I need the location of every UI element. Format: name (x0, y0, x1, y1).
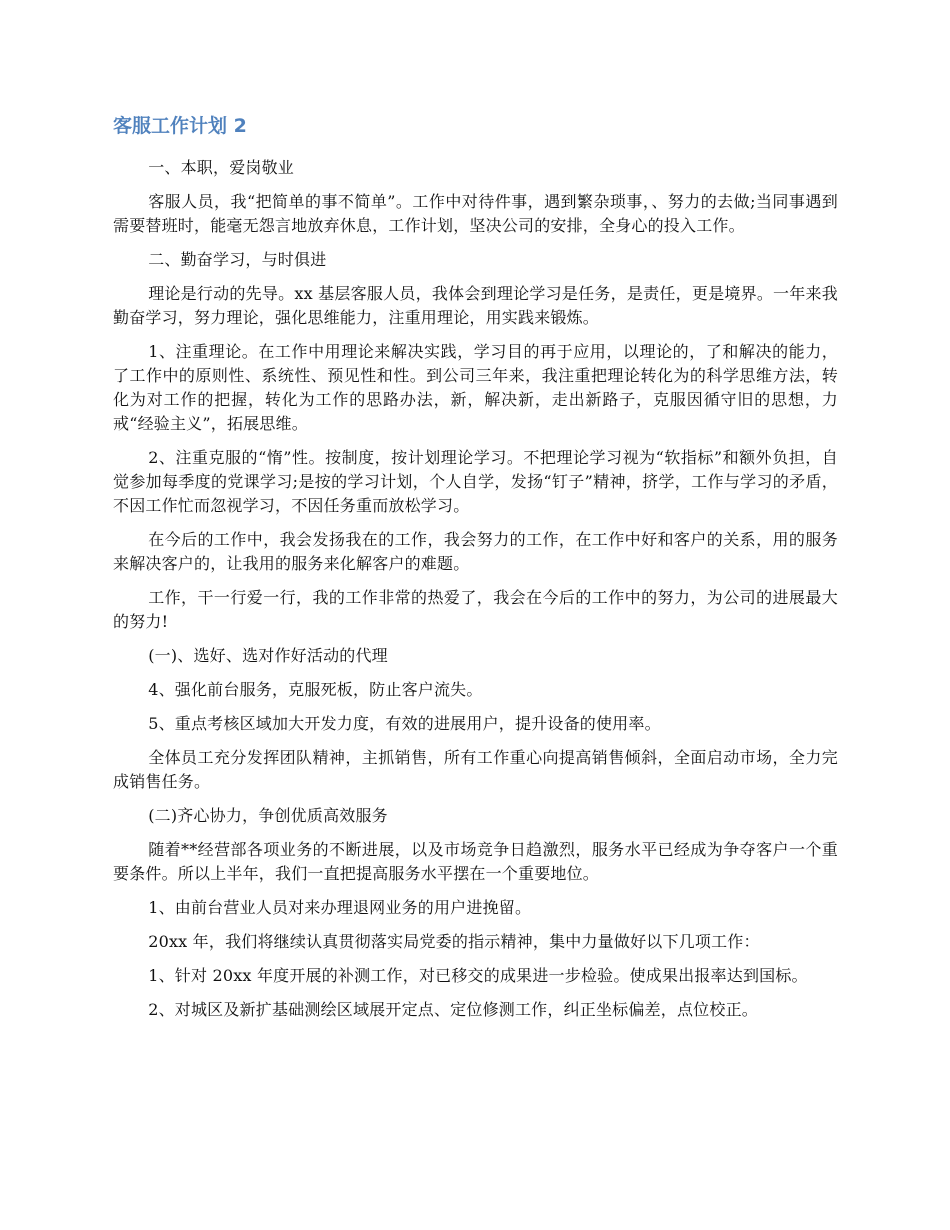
section-heading-4: (二)齐心协力，争创优质高效服务 (148, 806, 388, 825)
paragraph: 在今后的工作中，我会发扬我在的工作，我会努力的工作，在工作中好和客户的关系，用的服务来解决客户的，让我用的服务来化解客户的难题。 (113, 530, 838, 573)
list-item: 4、强化前台服务，克服死板，防止客户流失。 (148, 680, 483, 699)
paragraph: 1、注重理论。在工作中用理论来解决实践，学习目的再于应用，以理论的，了和解决的能力，了工作中的原则性、系统性、预见性和性。到公司三年来，我注重把理论转化为的科学思维方法，转化为对工作的把握，转化为工作的思路办法，新，解决新，走出新路子，克服因循守旧的思想，力戒“经验主义”，拓展思维。 (113, 342, 838, 433)
paragraph: 全体员工充分发挥团队精神，主抓销售，所有工作重心向提高销售倾斜，全面启动市场，全力完成销售任务。 (113, 748, 838, 791)
document-title: 客服工作计划 2 (113, 115, 247, 137)
paragraph: 理论是行动的先导。xx 基层客服人员，我体会到理论学习是任务，是责任，更是境界。一年来我勤奋学习，努力理论，强化思维能力，注重用理论，用实践来锻炼。 (113, 284, 838, 327)
list-item: 1、针对 20xx 年度开展的补测工作，对已移交的成果进一步检验。使成果出报率达到国标。 (148, 966, 808, 985)
section-heading-2: 二、勤奋学习，与时俱进 (148, 250, 327, 269)
paragraph: 随着**经营部各项业务的不断进展，以及市场竞争日趋激烈，服务水平已经成为争夺客户一个重要条件。所以上半年，我们一直把提高服务水平摆在一个重要地位。 (113, 840, 838, 883)
list-item: 2、对城区及新扩基础测绘区域展开定点、定位修测工作，纠正坐标偏差，点位校正。 (148, 1000, 758, 1019)
document-body (113, 112, 838, 1032)
paragraph: 客服人员，我“把简单的事不简单”。工作中对待件事，遇到繁杂琐事，、努力的去做;当同事遇到需要替班时，能毫无怨言地放弃休息，工作计划，坚决公司的安排，全身心的投入工作。 (113, 192, 838, 235)
list-item: 5、重点考核区域加大开发力度，有效的进展用户，提升设备的使用率。 (148, 714, 661, 733)
section-heading-1: 一、本职，爱岗敬业 (148, 158, 294, 177)
paragraph: 工作，干一行爱一行，我的工作非常的热爱了，我会在今后的工作中的努力，为公司的进展最大的努力! (113, 588, 838, 631)
list-item: 1、由前台营业人员对来办理退网业务的用户进挽留。 (148, 898, 532, 917)
section-heading-3: (一)、选好、选对作好活动的代理 (148, 646, 388, 665)
paragraph: 20xx 年，我们将继续认真贯彻落实局党委的指示精神，集中力量做好以下几项工作： (148, 932, 760, 951)
paragraph: 2、注重克服的“惰”性。按制度，按计划理论学习。不把理论学习视为“软指标”和额外负担，自觉参加每季度的党课学习;是按的学习计划，个人自学，发扬“钉子”精神，挤学，工作与学习的矛盾，不因工作忙而忽视学习，不因任务重而放松学习。 (113, 448, 838, 515)
